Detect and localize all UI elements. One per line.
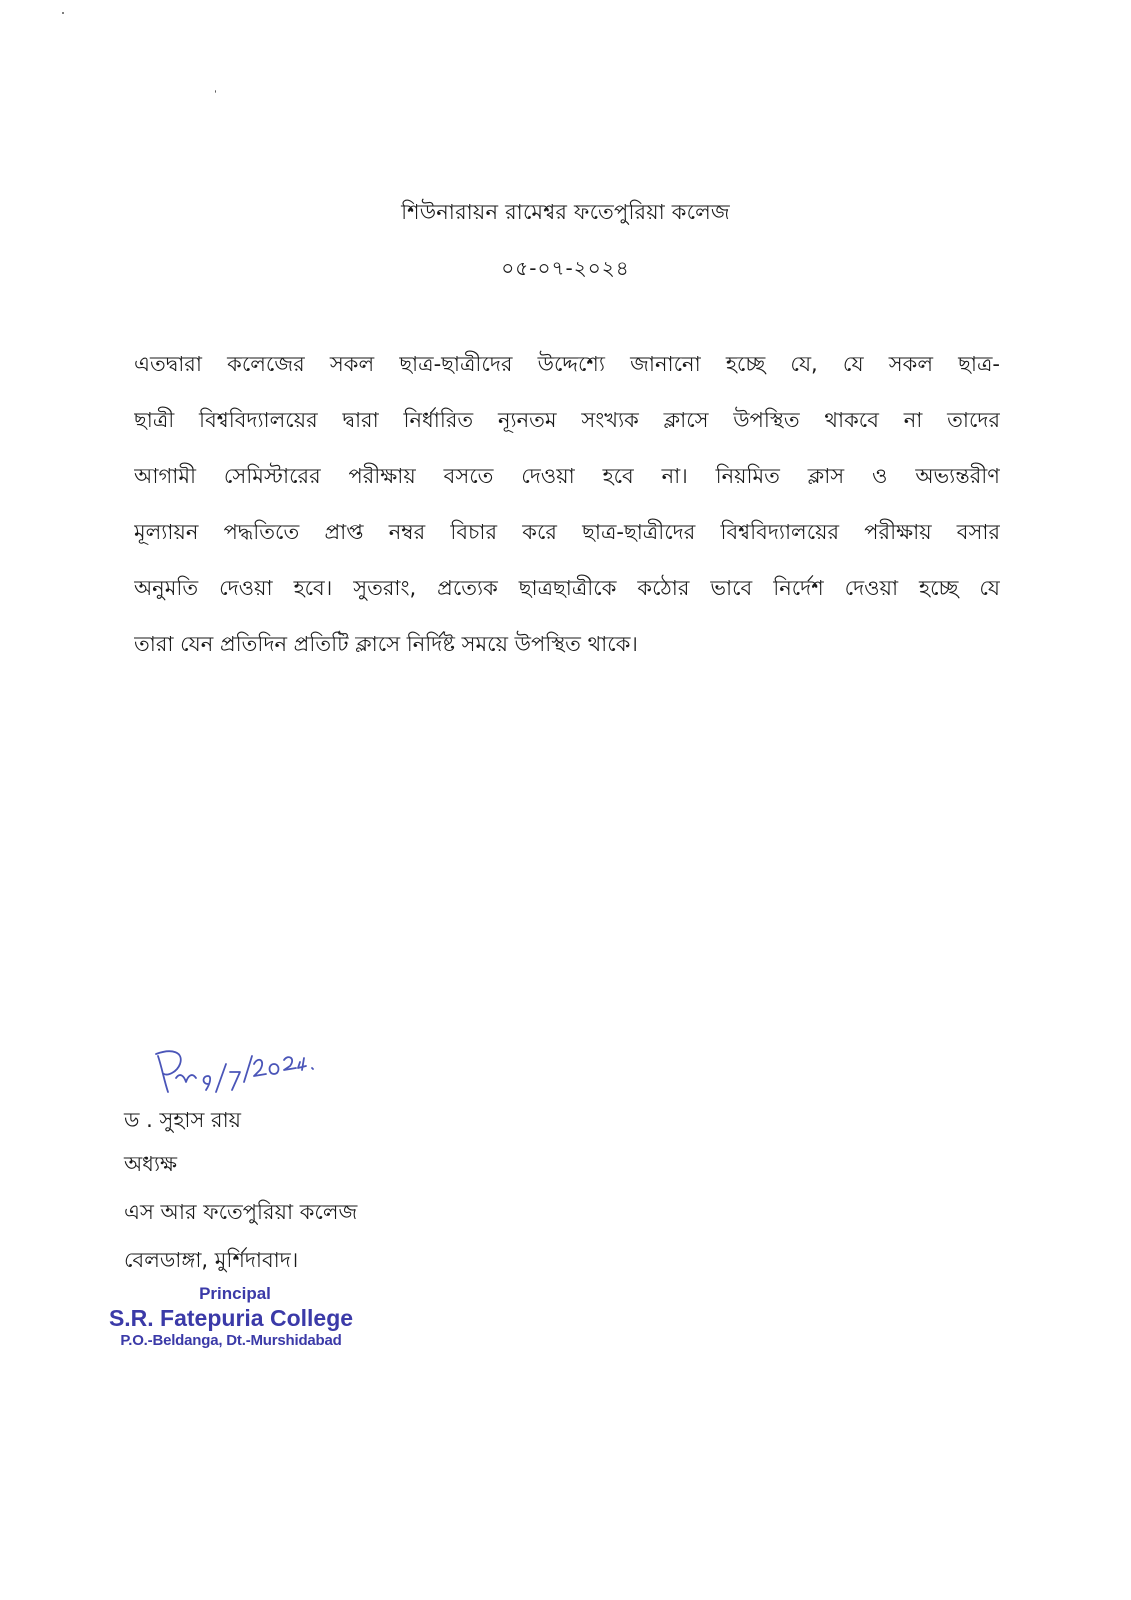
- notice-body-line: তারা যেন প্রতিদিন প্রতিটি ক্লাসে নির্দিষ্ট সময়ে উপস্থিত থাকে।: [134, 632, 638, 656]
- scan-speck: [215, 90, 216, 93]
- signatory-college: এস আর ফতেপুরিয়া কলেজ: [124, 1200, 358, 1224]
- notice-body-line: এতদ্বারা কলেজের সকল ছাত্র-ছাত্রীদের উদ্দেশ্যে জানানো হচ্ছে যে, যে সকল ছাত্র-: [134, 352, 1000, 376]
- signatory-designation: অধ্যক্ষ: [124, 1152, 178, 1176]
- stamp-role: Principal: [199, 1284, 271, 1303]
- stamp-address: P.O.-Beldanga, Dt.-Murshidabad: [120, 1332, 342, 1349]
- stamp-college-name: S.R. Fatepuria College: [108, 1305, 354, 1331]
- principal-stamp: [96, 1284, 366, 1349]
- notice-body-line: অনুমতি দেওয়া হবে। সুতরাং, প্রত্যেক ছাত্রছাত্রীকে কঠোর ভাবে নির্দেশ দেওয়া হচ্ছে যে: [134, 576, 1000, 600]
- handwritten-signature: [150, 1038, 320, 1108]
- notice-body-line: আগামী সেমিস্টারের পরীক্ষায় বসতে দেওয়া হবে না। নিয়মিত ক্লাস ও অভ্যন্তরীণ: [134, 464, 1000, 488]
- signatory-name: ড . সুহাস রায়: [124, 1108, 242, 1132]
- college-name-heading: শিউনারায়ন রামেশ্বর ফতেপুরিয়া কলেজ: [401, 200, 730, 224]
- notice-body-line: মূল্যায়ন পদ্ধতিতে প্রাপ্ত নম্বর বিচার করে ছাত্র-ছাত্রীদের বিশ্ববিদ্যালয়ের পরীক্ষায় বসার: [134, 520, 1000, 544]
- scan-speck: [62, 12, 64, 14]
- signatory-location: বেলডাঙ্গা, মুর্শিদাবাদ।: [124, 1248, 299, 1272]
- notice-body-line: ছাত্রী বিশ্ববিদ্যালয়ের দ্বারা নির্ধারিত ন্যূনতম সংখ্যক ক্লাসে উপস্থিত থাকবে না তাদের: [134, 408, 1000, 432]
- notice-body: [134, 336, 1000, 672]
- notice-date: ০৫-০৭-২০২৪: [501, 256, 630, 280]
